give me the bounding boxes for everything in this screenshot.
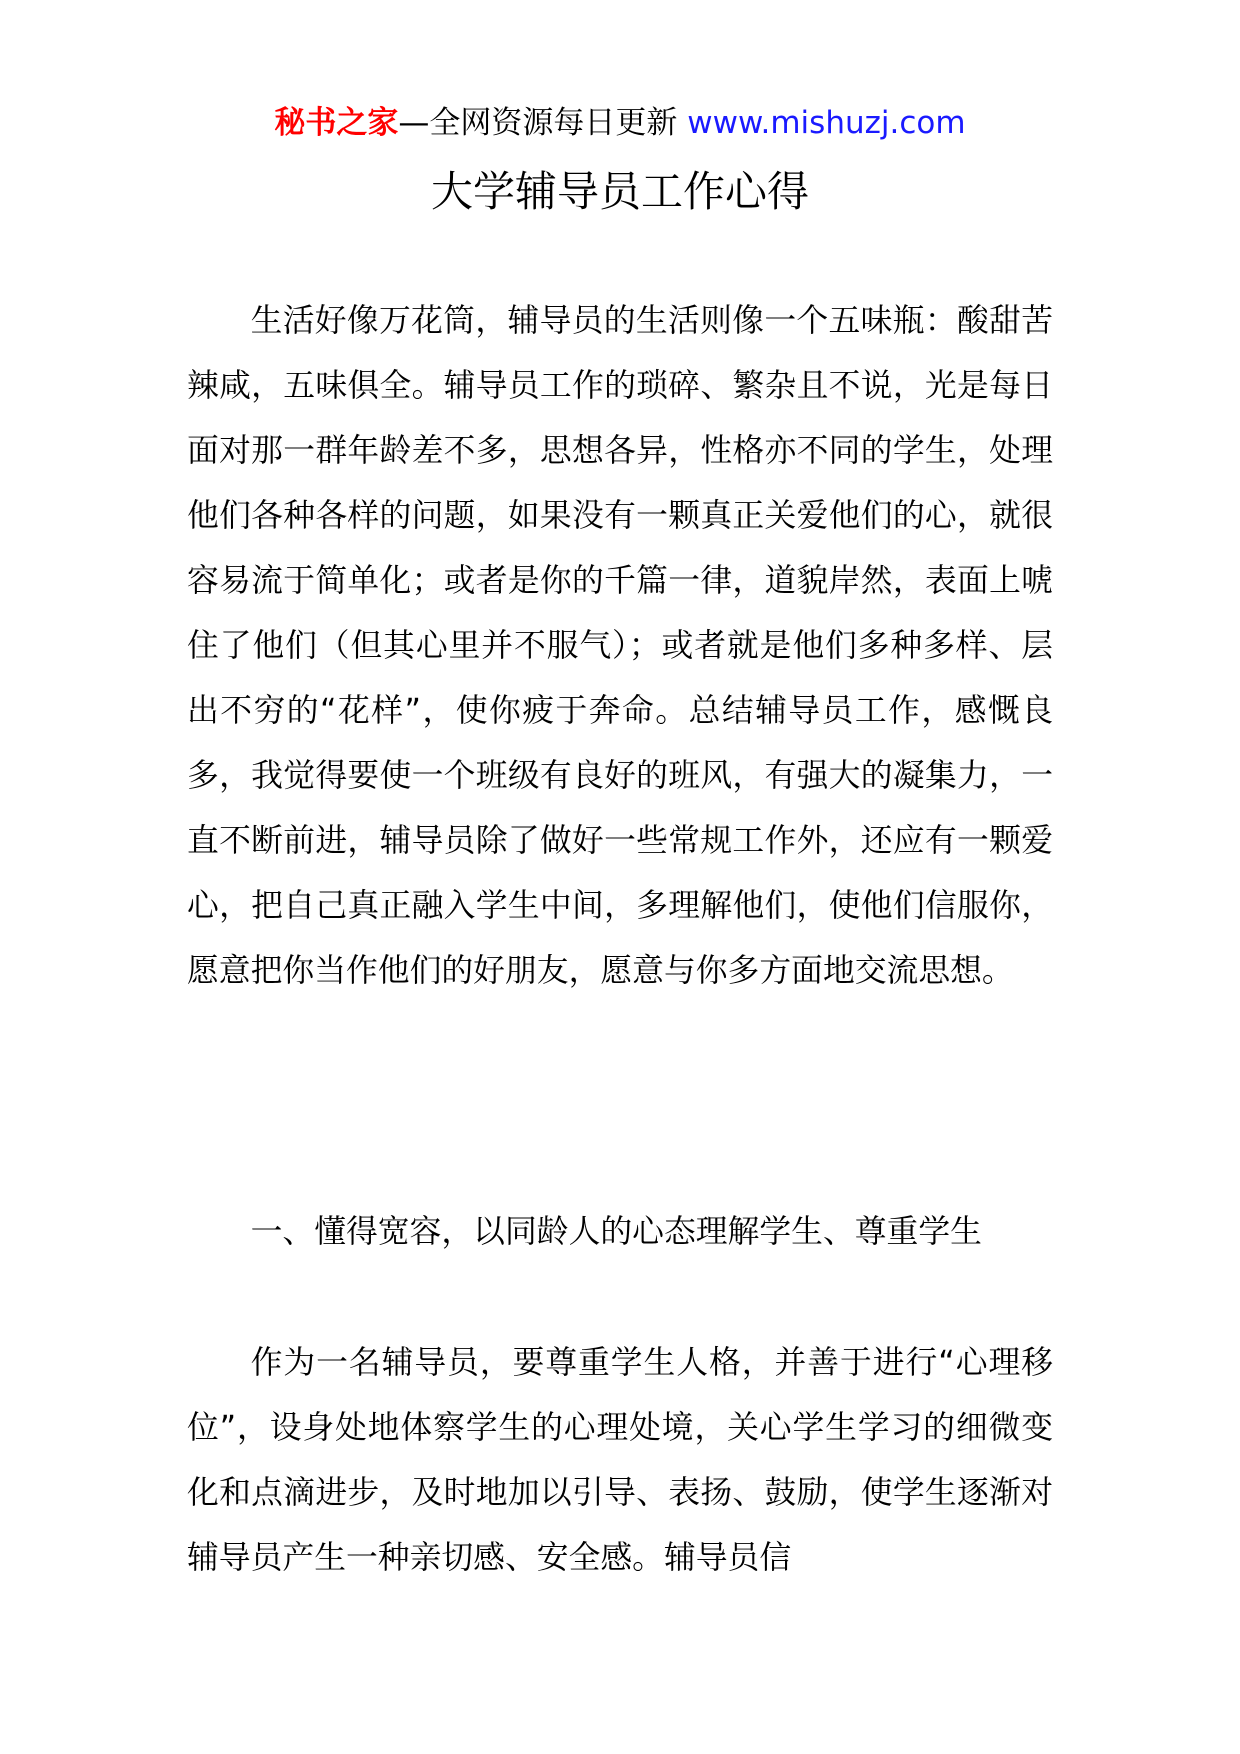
document-title: 大学辅导员工作心得 [430,167,809,216]
site-url: www.mishuzj.com [687,105,966,141]
site-brand: 秘书之家 [274,105,399,141]
section-heading: 一、懂得宽容，以同龄人的心态理解学生、尊重学生 [250,1213,982,1250]
site-header [0,100,1240,146]
paragraph: 作为一名辅导员，要尊重学生人格，并善于进行“心理移位”，设身处地体察学生的心理处境，关心学生学习的细微变化和点滴进步，及时地加以引导、表扬、鼓励，使学生逐渐对辅导员产生一种亲切感、安全感。辅导员信 [187,1344,1053,1576]
paragraph: 生活好像万花筒，辅导员的生活则像一个五味瓶：酸甜苦辣咸，五味俱全。辅导员工作的琐碎、繁杂且不说，光是每日面对那一群年龄差不多，思想各异，性格亦不同的学生，处理他们各种各样的问题，如果没有一颗真正关爱他们的心，就很容易流于简单化；或者是你的千篇一律，道貌岸然，表面上唬住了他们（但其心里并不服气）；或者就是他们多种多样、层出不穷的“花样”，使你疲于奔命。总结辅导员工作，感慨良多，我觉得要使一个班级有良好的班风，有强大的凝集力，一直不断前进，辅导员除了做好一些常规工作外，还应有一颗爱心，把自己真正融入学生中间，多理解他们，使他们信服你，愿意把你当作他们的好朋友，愿意与你多方面地交流思想。 [187,302,1053,989]
site-tagline: —全网资源每日更新 [398,105,688,141]
